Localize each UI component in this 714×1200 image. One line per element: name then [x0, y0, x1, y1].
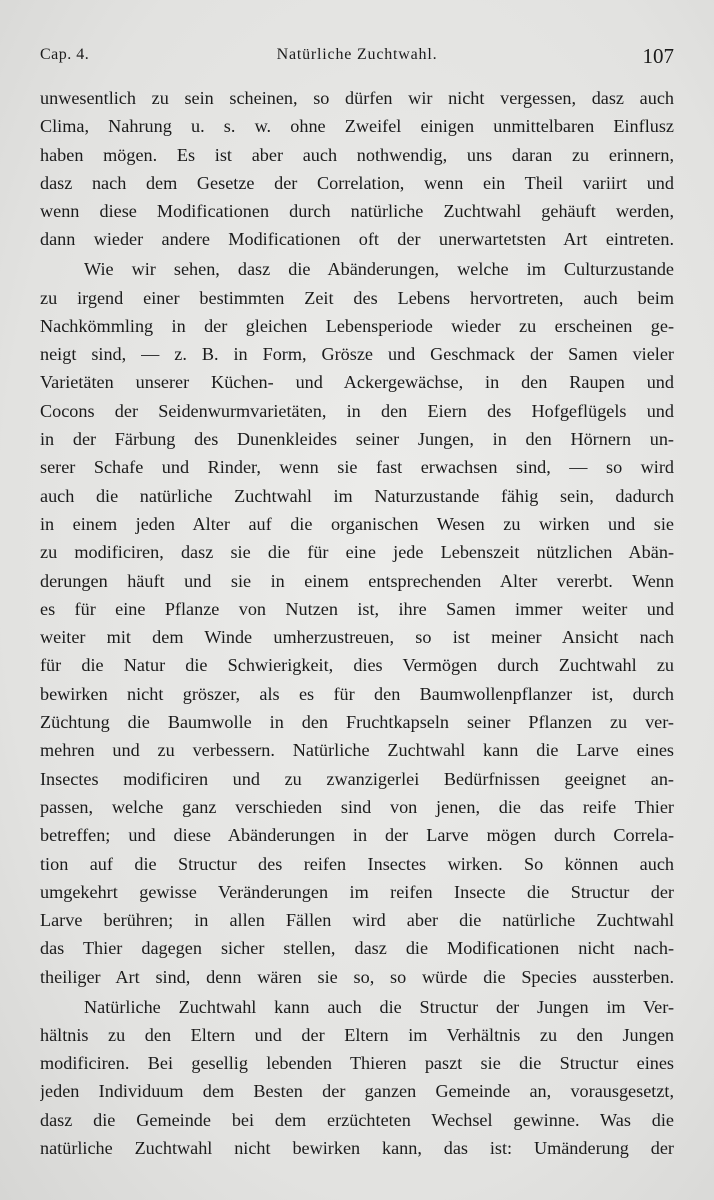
text-line: jeden Individuum dem Besten der ganzen Gemeinde an, vorausgesetzt, — [40, 1081, 674, 1102]
text-line: dann wieder andere Modificationen oft der unerwartetsten Art eintreten. — [40, 229, 674, 250]
text-line: Insectes modificiren und zu zwanzigerlei Bedürfnissen geeignet an- — [40, 768, 674, 789]
body-text — [40, 84, 674, 1164]
text-line: zu modificiren, dasz sie die für eine jede Lebenszeit nützlichen Abän- — [40, 542, 674, 563]
chapter-label: Cap. 4. — [40, 46, 90, 63]
paragraph-1 — [40, 84, 674, 254]
text-line: Nachkömmling in der gleichen Lebensperiode wieder zu erscheinen ge- — [40, 315, 674, 336]
text-line: modificiren. Bei gesellig lebenden Thieren paszt sie die Structur eines — [40, 1053, 674, 1074]
text-line: mehren und zu verbessern. Natürliche Zuchtwahl kann die Larve eines — [40, 740, 674, 761]
paragraph-3 — [40, 993, 674, 1163]
text-line: natürliche Zuchtwahl nicht bewirken kann, das ist: Umänderung der — [40, 1137, 674, 1158]
text-line: Larve berühren; in allen Fällen wird aber die natürliche Zuchtwahl — [40, 910, 674, 931]
text-line: auch die natürliche Zuchtwahl im Naturzustande fähig sein, dadurch — [40, 485, 674, 506]
text-line: bewirken nicht gröszer, als es für den Baumwollenpflanzer ist, durch — [40, 683, 674, 704]
text-line: neigt sind, — z. B. in Form, Grösze und Geschmack der Samen vieler — [40, 344, 674, 365]
text-line: Cocons der Seidenwurmvarietäten, in den Eiern des Hofgeflügels und — [40, 400, 674, 421]
text-line: weiter mit dem Winde umherzustreuen, so ist meiner Ansicht nach — [40, 627, 674, 648]
text-line: in der Färbung des Dunenkleides seiner Jungen, in den Hörnern un- — [40, 429, 674, 450]
text-line: zu irgend einer bestimmten Zeit des Lebens hervortreten, auch beim — [40, 287, 674, 308]
text-line: passen, welche ganz verschieden sind von jenen, die das reife Thier — [40, 796, 674, 817]
text-line: für die Natur die Schwierigkeit, dies Vermögen durch Zuchtwahl zu — [40, 655, 674, 676]
text-line: unwesentlich zu sein scheinen, so dürfen wir nicht vergessen, dasz auch — [40, 88, 674, 108]
text-line: dasz nach dem Gesetze der Correlation, wenn ein Theil variirt und — [40, 172, 674, 193]
text-line: Natürliche Zuchtwahl kann auch die Structur der Jungen im Ver- — [84, 996, 674, 1017]
running-title: Natürliche Zuchtwahl. — [276, 46, 438, 63]
text-line: wenn diese Modificationen durch natürliche Zuchtwahl gehäuft werden, — [40, 201, 674, 222]
text-line: tion auf die Structur des reifen Insectes wirken. So können auch — [40, 853, 674, 874]
text-line: derungen häuft und sie in einem entsprechenden Alter vererbt. Wenn — [40, 570, 674, 591]
text-line: es für eine Pflanze von Nutzen ist, ihre Samen immer weiter und — [40, 598, 674, 619]
text-line: Clima, Nahrung u. s. w. ohne Zweifel einigen unmittelbaren Einflusz — [40, 116, 674, 137]
text-line: betreffen; und diese Abänderungen in der Larve mögen durch Correla- — [40, 825, 674, 846]
text-line: in einem jeden Alter auf die organischen Wesen zu wirken und sie — [40, 513, 674, 534]
paragraph-2 — [40, 255, 674, 991]
text-line: theiliger Art sind, denn wären sie so, so würde die Species aussterben. — [40, 966, 674, 987]
text-line: hältnis zu den Eltern und der Eltern im Verhältnis zu den Jungen — [40, 1024, 674, 1045]
text-line: Varietäten unserer Küchen- und Ackergewächse, in den Raupen und — [40, 372, 674, 393]
text-line: das Thier dagegen sicher stellen, dasz die Modificationen nicht nach- — [40, 938, 674, 959]
text-line: Züchtung die Baumwolle in den Fruchtkapseln seiner Pflanzen zu ver- — [40, 712, 674, 733]
text-line: Wie wir sehen, dasz die Abänderungen, welche im Culturzustande — [84, 259, 674, 280]
page-number: 107 — [642, 44, 674, 68]
text-line: umgekehrt gewisse Veränderungen im reifen Insecte die Structur der — [40, 881, 674, 902]
text-line: haben mögen. Es ist aber auch nothwendig, uns daran zu erinnern, — [40, 144, 674, 165]
page-header — [40, 44, 674, 72]
text-line: dasz die Gemeinde bei dem erzüchteten Wechsel gewinne. Was die — [40, 1109, 674, 1130]
text-line: serer Schafe und Rinder, wenn sie fast erwachsen sind, — so wird — [40, 457, 674, 478]
